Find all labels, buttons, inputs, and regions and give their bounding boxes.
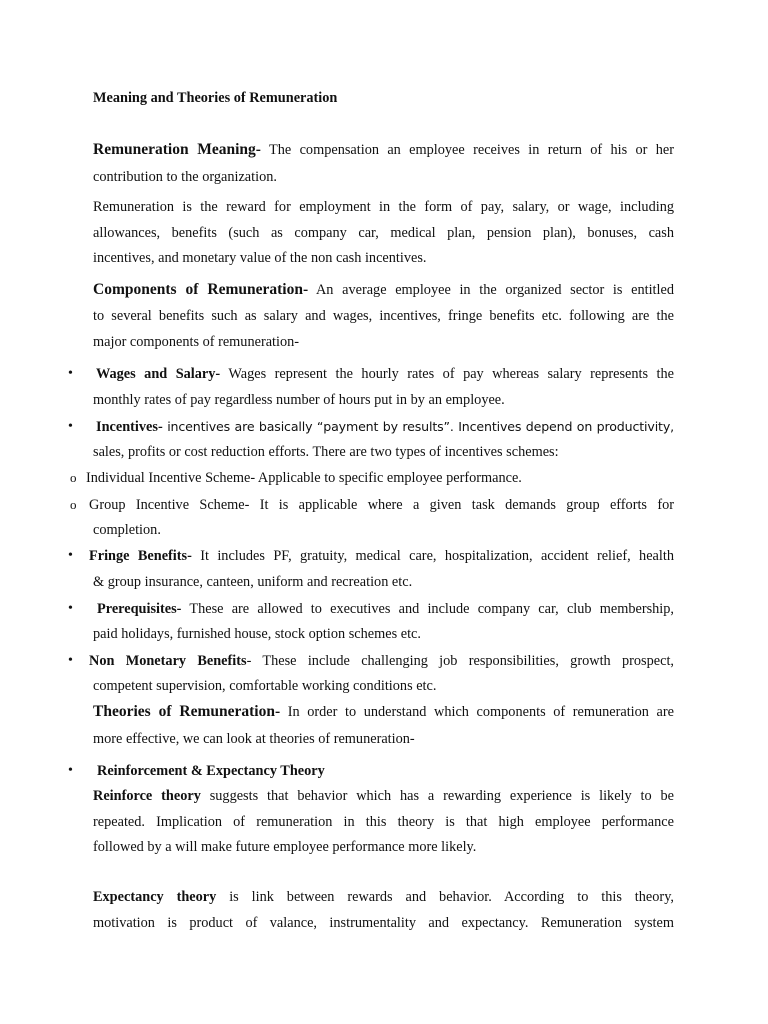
prerequisites-line-2: paid holidays, furnished house, stock option schemes etc. xyxy=(93,626,421,642)
theories-line-2: more effective, we can look at theories of remuneration- xyxy=(93,731,415,747)
non-monetary-term: Non Monetary Benefits xyxy=(89,653,247,669)
document-title: Meaning and Theories of Remuneration xyxy=(93,90,338,106)
fringe-line-2: & group insurance, canteen, uniform and recreation etc. xyxy=(93,574,413,590)
meaning-heading: Remuneration Meaning- xyxy=(93,141,261,158)
expectancy-term: Expectancy theory xyxy=(93,889,217,905)
bullet-icon: • xyxy=(68,419,73,434)
incentives-line-1 xyxy=(96,418,674,436)
prerequisites-term: Prerequisites- xyxy=(97,601,182,617)
wages-line-2: monthly rates of pay regardless number of hours put in by an employee. xyxy=(93,392,505,408)
non-monetary-line-1 xyxy=(89,652,674,670)
bullet-icon: • xyxy=(68,763,73,778)
bullet-icon: • xyxy=(68,548,73,563)
theories-text: In order to understand which components of remuneration are xyxy=(280,704,674,720)
wages-term: Wages and Salary- xyxy=(96,366,221,382)
expectancy-text: is link between rewards and behavior. According to this theory, xyxy=(216,889,674,905)
incentives-line-2: sales, profits or cost reduction efforts. There are two types of incentives schemes: xyxy=(93,444,559,460)
prerequisites-text: These are allowed to executives and include company car, club membership, xyxy=(181,601,674,617)
reinforce-line-2: repeated. Implication of remuneration in this theory is that high employee performance xyxy=(93,814,674,830)
sub-bullet-icon: o xyxy=(70,470,77,485)
non-monetary-text: - These include challenging job responsibilities, growth prospect, xyxy=(246,653,674,669)
fringe-term: Fringe Benefits- xyxy=(89,548,192,564)
incentives-term: Incentives- xyxy=(96,419,163,435)
components-line-3: major components of remuneration- xyxy=(93,334,300,350)
incentive-scheme-individual: Individual Incentive Scheme- Applicable to specific employee performance. xyxy=(86,470,522,486)
bullet-icon: • xyxy=(68,601,73,616)
sub-bullet-icon: o xyxy=(70,497,77,512)
wages-text: Wages represent the hourly rates of pay whereas salary represents the xyxy=(220,366,674,382)
reinforce-line-1 xyxy=(93,787,674,805)
wages-line-1 xyxy=(96,365,674,383)
expectancy-line-2: motivation is product of valance, instrumentality and expectancy. Remuneration system xyxy=(93,915,674,931)
meaning-para-line-3: incentives, and monetary value of the non cash incentives. xyxy=(93,250,427,266)
reinforce-term: Reinforce theory xyxy=(93,788,201,804)
components-heading: Components of Remuneration- xyxy=(93,281,309,298)
components-text: An average employee in the organized sector is entitled xyxy=(308,282,674,298)
reinforce-text: suggests that behavior which has a rewarding experience is likely to be xyxy=(200,788,674,804)
bullet-icon: • xyxy=(68,366,73,381)
bullet-icon: • xyxy=(68,653,73,668)
prerequisites-line-1 xyxy=(97,600,674,618)
theories-heading: Theories of Remuneration- xyxy=(93,703,281,720)
meaning-line-2: contribution to the organization. xyxy=(93,169,277,185)
meaning-text: The compensation an employee receives in return of his or her xyxy=(260,142,674,158)
meaning-para-line-1: Remuneration is the reward for employment in the form of pay, salary, or wage, including xyxy=(93,199,674,215)
fringe-line-1 xyxy=(89,547,674,565)
incentives-text: incentives are basically “payment by results”. Incentives depend on productivity, xyxy=(162,419,674,434)
theories-line-1 xyxy=(93,703,674,721)
components-line-1 xyxy=(93,281,674,299)
meaning-line-1 xyxy=(93,141,674,159)
theory-bullet-heading: Reinforcement & Expectancy Theory xyxy=(97,763,325,779)
components-line-2: to several benefits such as salary and wages, incentives, fringe benefits etc. following are the xyxy=(93,308,674,324)
fringe-text: It includes PF, gratuity, medical care, hospitalization, accident relief, health xyxy=(191,548,674,564)
incentive-scheme-group-line-1: Group Incentive Scheme- It is applicable where a given task demands group efforts for xyxy=(89,497,674,513)
meaning-para-line-2: allowances, benefits (such as company car, medical plan, pension plan), bonuses, cash xyxy=(93,225,674,241)
non-monetary-line-2: competent supervision, comfortable working conditions etc. xyxy=(93,678,437,694)
incentive-scheme-group-line-2: completion. xyxy=(93,522,161,538)
reinforce-line-3: followed by a will make future employee performance more likely. xyxy=(93,839,477,855)
expectancy-line-1 xyxy=(93,888,674,906)
